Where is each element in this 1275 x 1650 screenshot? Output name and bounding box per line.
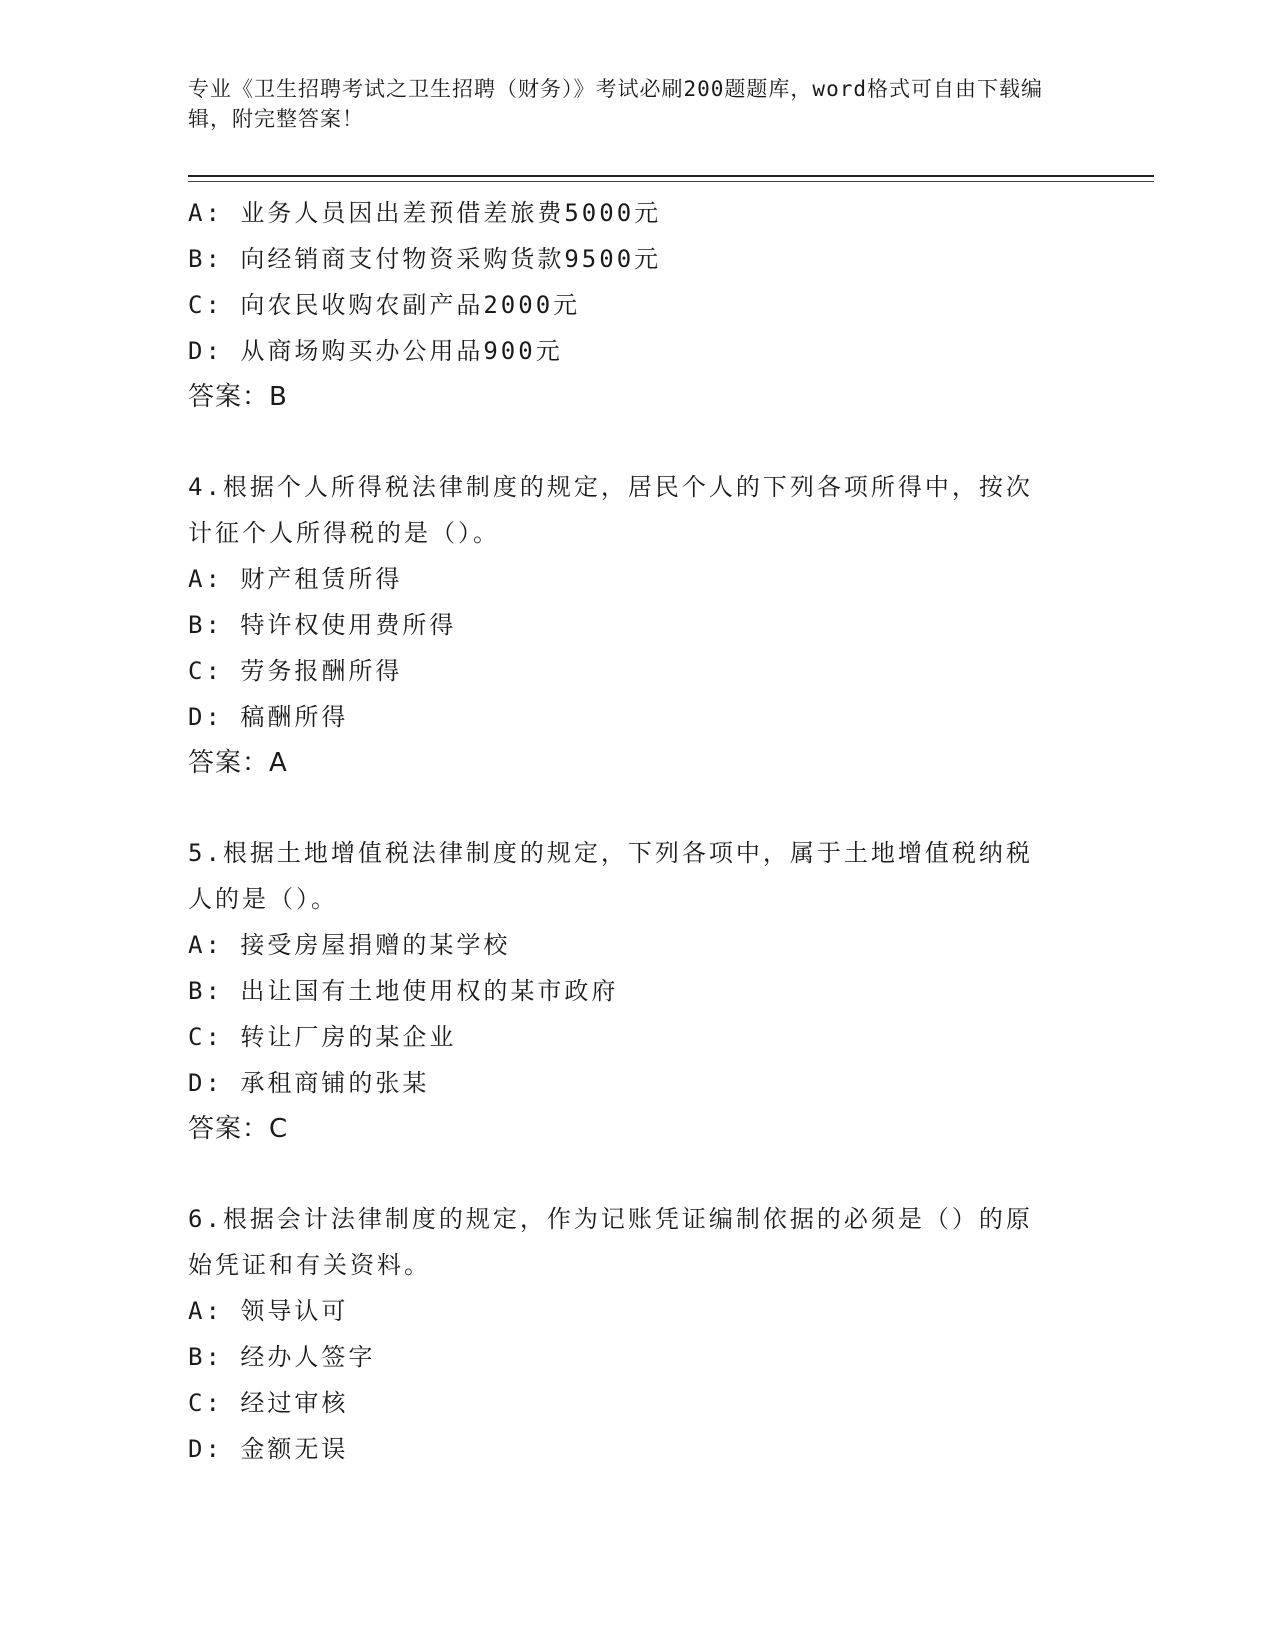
question-text: 6.根据会计法律制度的规定，作为记账凭证编制依据的必须是（）的原始凭证和有关资料。: [188, 1205, 1033, 1279]
header-divider-thick: [188, 175, 1154, 177]
header-divider-thin: [188, 181, 1154, 182]
option-d: D: 从商场购买办公用品900元: [188, 337, 563, 365]
option-a: A: 业务人员因出差预借差旅费5000元: [188, 199, 662, 227]
answer-label: 答案：B: [188, 382, 288, 412]
option-d: D: 承租商铺的张某: [188, 1069, 430, 1097]
answer-label: 答案：A: [188, 748, 288, 778]
option-b: B: 经办人签字: [188, 1343, 376, 1371]
answer-label: 答案：C: [188, 1114, 289, 1144]
option-a: A: 领导认可: [188, 1297, 349, 1325]
document-header: 专业《卫生招聘考试之卫生招聘（财务）》考试必刷200题题库，word格式可自由下载编辑，附完整答案！: [188, 77, 1043, 131]
question-text: 5.根据土地增值税法律制度的规定，下列各项中，属于土地增值税纳税人的是（）。: [188, 839, 1033, 913]
spacer: [188, 786, 1068, 830]
option-a: A: 接受房屋捐赠的某学校: [188, 931, 511, 959]
option-c: C: 经过审核: [188, 1389, 349, 1417]
spacer: [188, 1152, 1068, 1196]
option-d: D: 稿酬所得: [188, 703, 349, 731]
option-c: C: 转让厂房的某企业: [188, 1023, 457, 1051]
option-c: C: 劳务报酬所得: [188, 657, 403, 685]
option-b: B: 向经销商支付物资采购货款9500元: [188, 245, 662, 273]
question-5: [188, 830, 1068, 1152]
option-b: B: 出让国有土地使用权的某市政府: [188, 977, 619, 1005]
spacer: [188, 420, 1068, 464]
question-3: [188, 190, 1068, 420]
question-list: [188, 190, 1068, 1472]
option-b: B: 特许权使用费所得: [188, 611, 457, 639]
question-text: 4.根据个人所得税法律制度的规定，居民个人的下列各项所得中，按次计征个人所得税的是（）。: [188, 473, 1033, 547]
option-a: A: 财产租赁所得: [188, 565, 403, 593]
option-c: C: 向农民收购农副产品2000元: [188, 291, 581, 319]
question-4: [188, 464, 1068, 786]
option-d: D: 金额无误: [188, 1435, 349, 1463]
question-6: [188, 1196, 1068, 1472]
